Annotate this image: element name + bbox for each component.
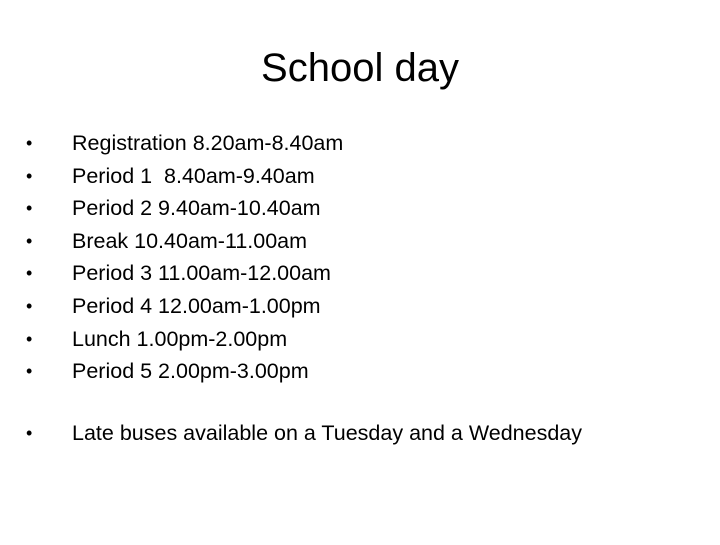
bullet-icon: • [26, 328, 33, 349]
note-list [26, 417, 582, 449]
schedule-item-text: Registration 8.20am-8.40am [72, 131, 344, 155]
list-item [26, 355, 309, 388]
list-item [26, 257, 331, 290]
list-item [26, 192, 321, 225]
schedule-list [26, 127, 344, 388]
schedule-item-text: Period 4 12.00am-1.00pm [72, 293, 321, 318]
late-bus-note: Late buses available on a Tuesday and a Wednesday [72, 421, 582, 445]
bullet-icon: • [26, 230, 33, 251]
list-item [26, 290, 321, 323]
list-item [26, 225, 308, 258]
list-item [26, 323, 288, 356]
schedule-item-text: Lunch 1.00pm-2.00pm [72, 326, 288, 351]
bullet-icon: • [26, 133, 33, 153]
schedule-item-text: Period 5 2.00pm-3.00pm [72, 359, 309, 384]
bullet-icon: • [26, 263, 33, 284]
list-item [26, 417, 582, 449]
schedule-item-text: Break 10.40am-11.00am [72, 228, 308, 253]
list-item [26, 127, 344, 160]
bullet-icon: • [26, 165, 33, 186]
slide-title: School day [261, 46, 459, 90]
schedule-item-text: Period 1 8.40am-9.40am [72, 163, 315, 188]
schedule-item-text: Period 2 9.40am-10.40am [72, 196, 321, 221]
bullet-icon: • [26, 423, 33, 443]
bullet-icon: • [26, 361, 33, 382]
bullet-icon: • [26, 198, 33, 219]
list-item [26, 160, 315, 193]
schedule-item-text: Period 3 11.00am-12.00am [72, 261, 331, 286]
bullet-icon: • [26, 295, 33, 316]
